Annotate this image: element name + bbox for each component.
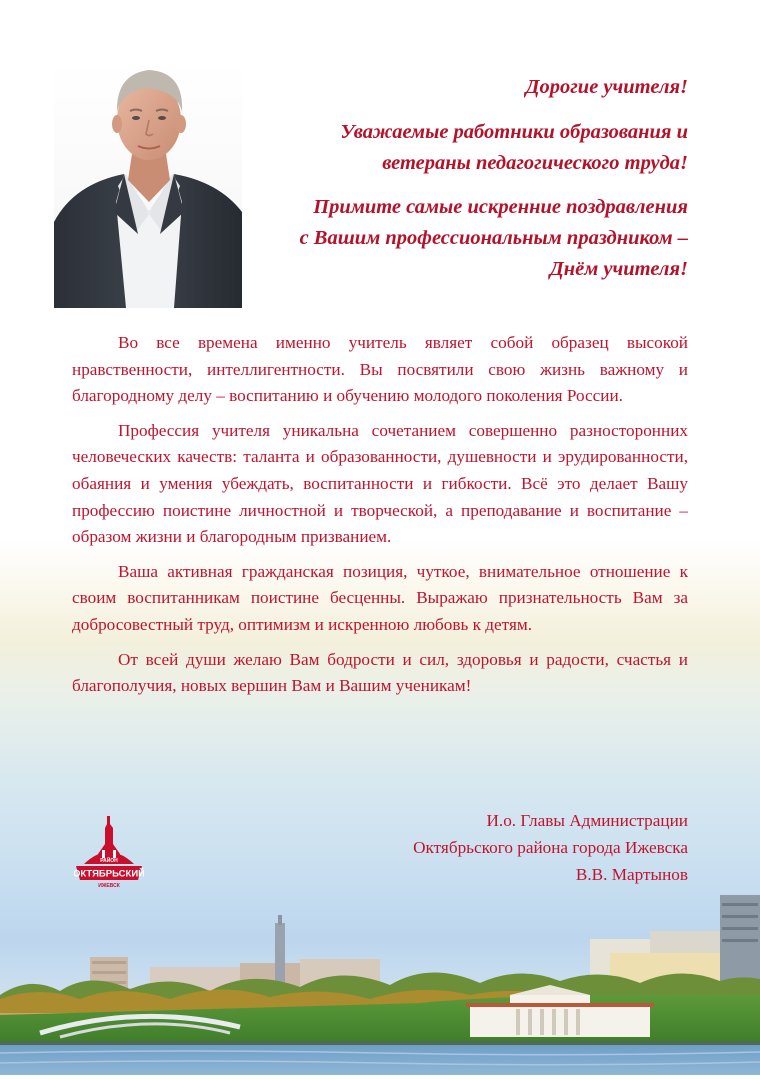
district-logo — [74, 814, 144, 894]
paragraph-3: Ваша активная гражданская позиция, чуткое, внимательное отношение к своим воспитанникам поистине бесценны. Выражаю признательность Вам за добросовестный труд, оптимизм и искренною любовь к детям. — [72, 561, 688, 634]
logo-main-text: ОКТЯБРЬСКИЙ — [74, 868, 144, 880]
signature-department: Октябрьского района города Ижевска — [413, 838, 688, 857]
city-panorama-image — [0, 895, 760, 1075]
logo-bottom-text: ИЖЕВСК — [98, 883, 120, 889]
greeting-line-respected-a: Уважаемые работники образования и — [340, 121, 688, 143]
greeting-line-respected-b: ветераны педагогического труда! — [382, 152, 688, 174]
signature-name: В.В. Мартынов — [575, 865, 688, 884]
greeting-line-congrats-a: Примите самые искренние поздравления — [313, 196, 688, 218]
greeting-line-congrats-b: с Вашим профессиональным праздником – — [299, 227, 688, 249]
signature-title: И.о. Главы Администрации — [486, 811, 688, 830]
paragraph-1: Во все времена именно учитель являет собой образец высокой нравственности, интеллигентности. Вы посвятили свою жизнь важному и благородному делу – воспитанию и обучению молодого поколения России. — [72, 333, 688, 406]
greeting-line-dear-teachers: Дорогие учителя! — [525, 76, 688, 98]
logo-top-text: РАЙОН — [100, 858, 118, 864]
paragraph-2: Профессия учителя уникальна сочетанием совершенно разносторонних человеческих качеств: таланта и образованности, душевности и эрудированности, обаяния и умения убеждать, воспитанности и гибкости. Всё это делает Вашу профессию поистине личностной и творческой, а преподавание и воспитание – образом жизни и благородным призванием. — [72, 420, 688, 547]
letter-body — [72, 330, 688, 708]
signature-block — [268, 807, 688, 888]
greeting-heading — [248, 72, 688, 285]
portrait-photo — [54, 62, 242, 308]
paragraph-4: От всей души желаю Вам бодрости и сил, здоровья и радости, счастья и благополучия, новых вершин Вам и Вашим ученикам! — [72, 649, 688, 696]
greeting-line-congrats-c: Днём учителя! — [549, 258, 688, 280]
